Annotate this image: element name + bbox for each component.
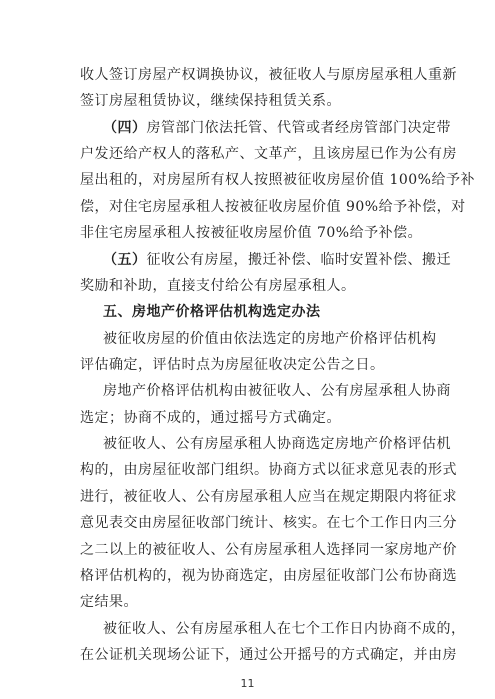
paragraph-four-label: （四） [103,119,147,136]
body-line-5: 屋出租的，对房屋所有权人按照被征收房屋价值 100%给予补 [80,172,475,189]
body-line-21: 定结果。 [80,594,138,611]
body-line-16: 构的，由房屋征收部门组织。协商方式以征求意见表的形式 [80,462,457,479]
body-line-19: 之二以上的被征收人、公有房屋承租人选择同一家房地产价 [80,541,457,558]
body-line-9: 奖励和补助，直接支付给公有房屋承租人。 [80,277,356,294]
paragraph-four-text: 房管部门依法托管、代管或者经房管部门决定带 [146,119,451,136]
body-line-15: 被征收人、公有房屋承租人协商选定房地产价格评估机 [103,436,451,453]
body-line-20: 格评估机构的，视为协商选定，由房屋征收部门公布协商选 [80,567,457,584]
body-line-14: 选定；协商不成的，通过摇号方式确定。 [80,409,341,426]
section-heading: 五、房地产价格评估机构选定办法 [103,304,321,321]
body-line-17: 进行，被征收人、公有房屋承租人应当在规定期限内将征求 [80,488,457,505]
body-line-4: 户发还给产权人的落私产、文革产，且该房屋已作为公有房 [80,146,457,163]
body-line-2: 签订房屋租赁协议，继续保持租赁关系。 [80,93,341,110]
body-line-1: 收人签订房屋产权调换协议，被征收人与原房屋承租人重新 [80,67,457,83]
body-line-22: 被征收人、公有房屋承租人在七个工作日内协商不成的， [103,620,466,637]
body-line-7: 非住宅房屋承租人按被征收房屋价值 70%给予补偿。 [80,225,423,242]
paragraph-four-first-line [103,119,451,137]
body-line-11: 被征收房屋的价值由依法选定的房地产价格评估机构 [103,330,437,347]
paragraph-five-label: （五） [103,251,147,268]
body-line-13: 房地产价格评估机构由被征收人、公有房屋承租人协商 [103,383,451,400]
body-line-6: 偿，对住宅房屋承租人按被征收房屋价值 90%给予补偿，对 [80,198,466,215]
body-line-12: 评估确定，评估时点为房屋征收决定公告之日。 [80,357,385,373]
page-number: 11 [240,677,255,690]
paragraph-five-first-line [103,251,451,269]
body-line-23: 在公证机关现场公证下，通过公开摇号的方式确定，并由房 [80,647,457,663]
paragraph-five-text: 征收公有房屋，搬迁补偿、临时安置补偿、搬迁 [146,251,451,268]
body-line-18: 意见表交由房屋征收部门统计、核实。在七个工作日内三分 [80,515,457,532]
